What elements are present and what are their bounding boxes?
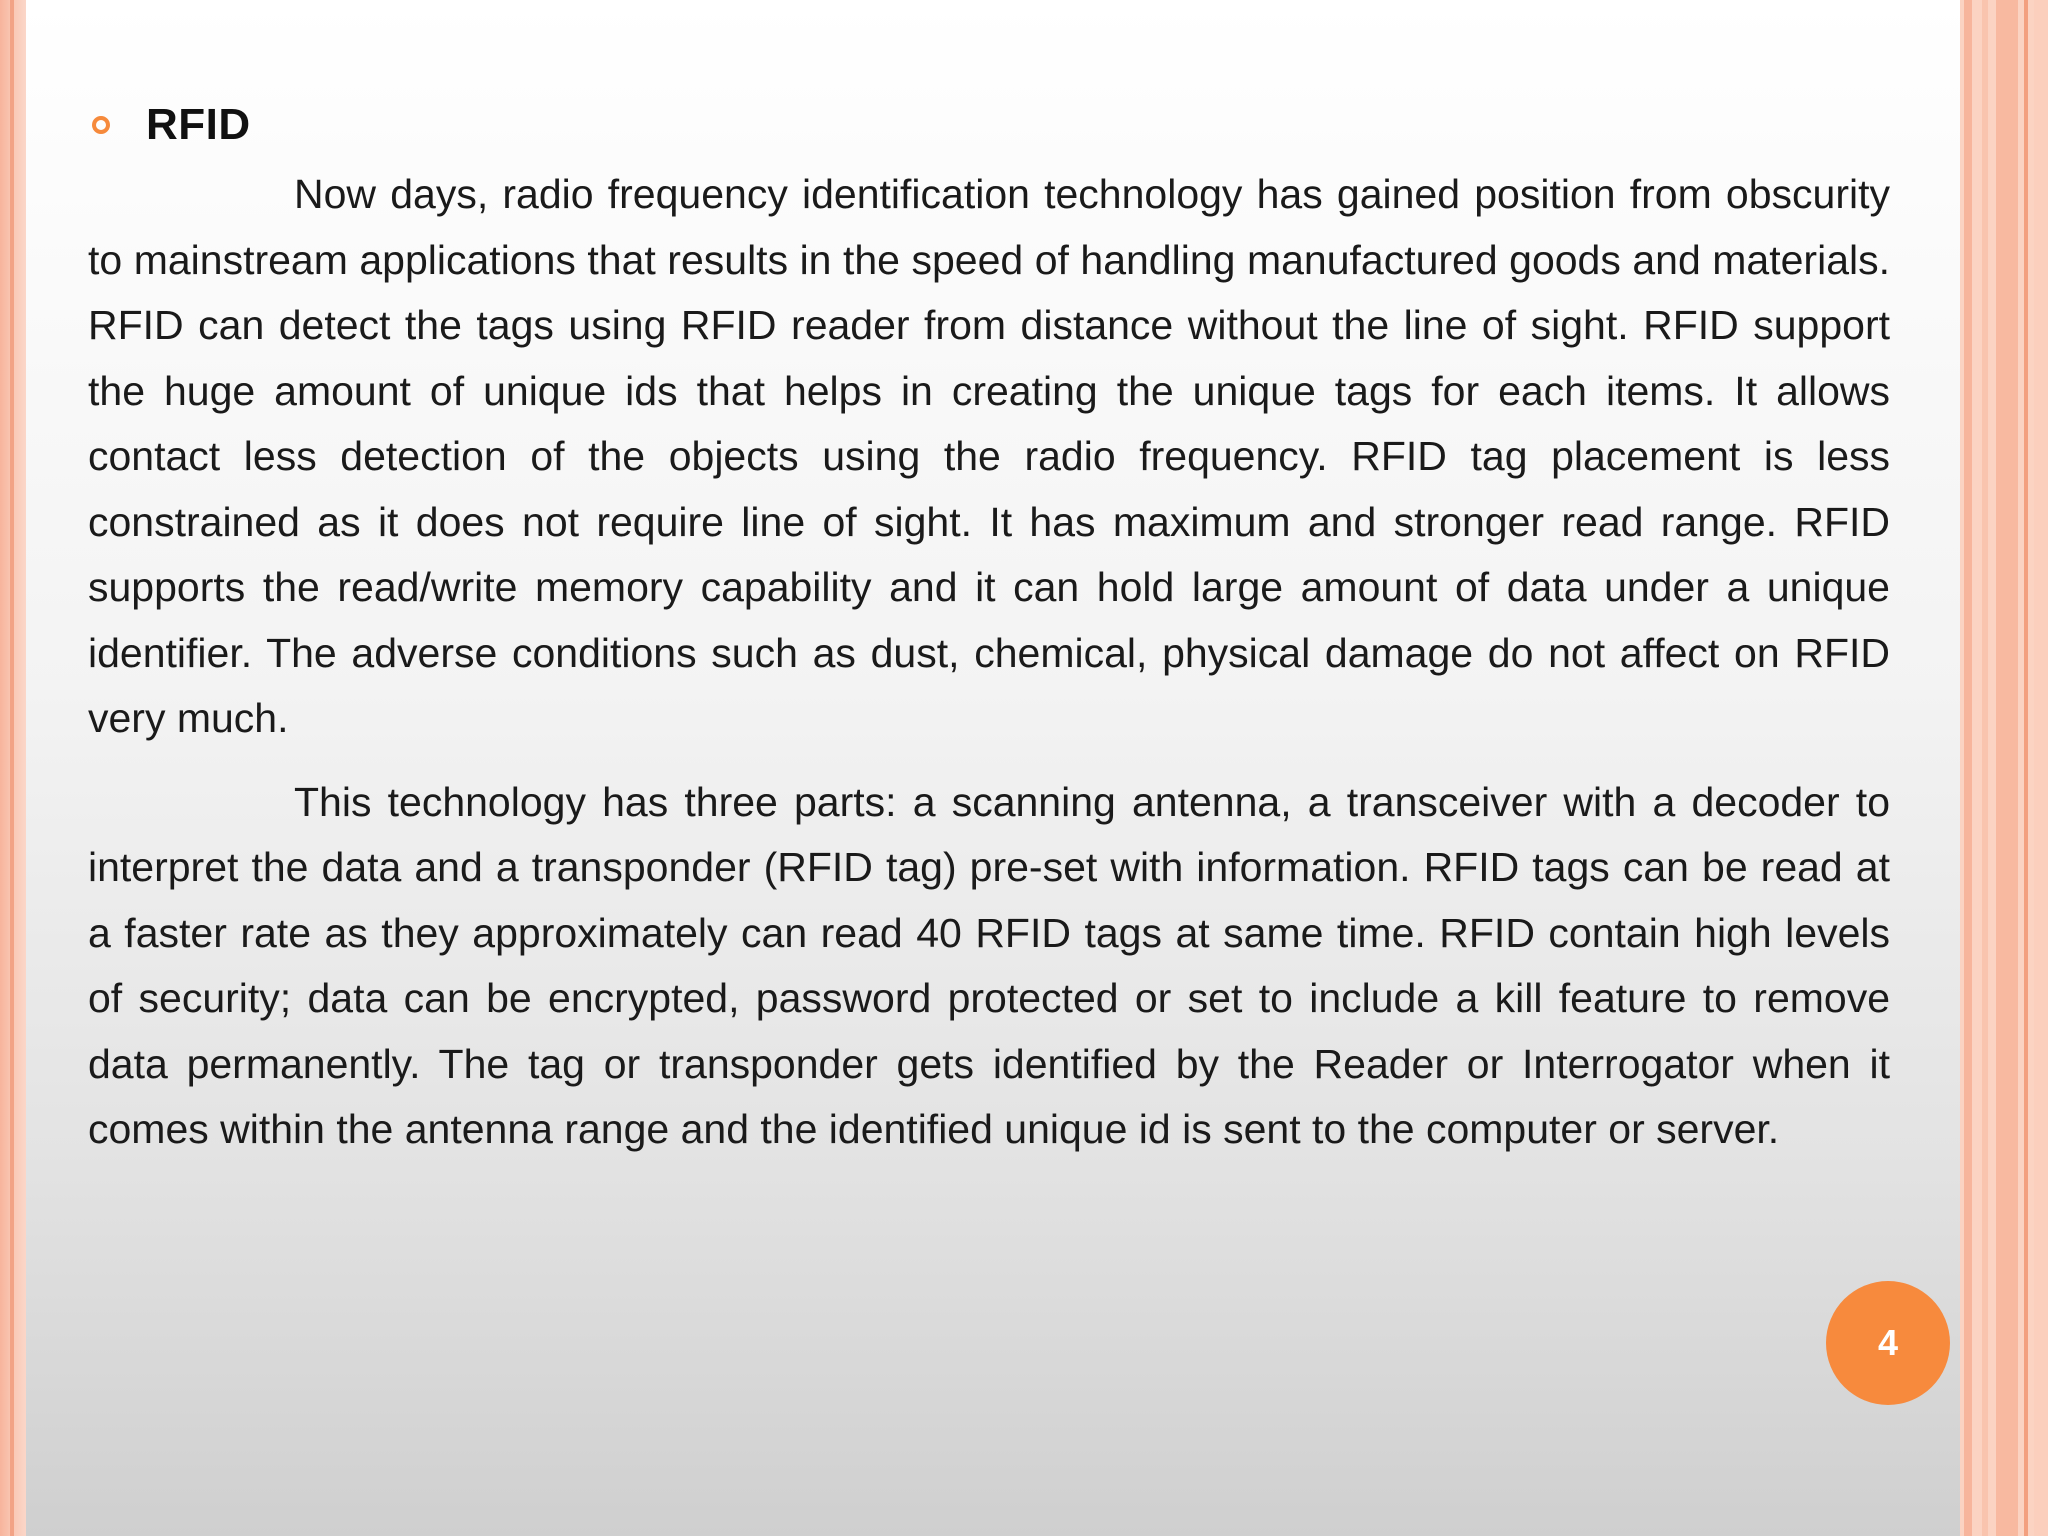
slide-content: [88, 92, 1890, 1163]
page-number: 4: [1877, 1322, 1899, 1363]
paragraph-rfid-overview: Now days, radio frequency identification technology has gained position from obscurity to mainstream applications that results in the speed of handling manufactured goods and materials. RFID can detect the tags using RFID reader from distance without the line of sight. RFID support the huge amount of unique ids that helps in creating the unique tags for each items. It allows contact less detection of the objects using the radio frequency. RFID tag placement is less constrained as it does not require line of sight. It has maximum and stronger read range. RFID supports the read/write memory capability and it can hold large amount of data under a unique identifier. The adverse conditions such as dust, chemical, physical damage do not affect on RFID very much.: [88, 171, 1890, 741]
left-decorative-border: [0, 0, 26, 1536]
right-decorative-stripe: [1982, 0, 1988, 1536]
heading-row: [88, 92, 1890, 158]
right-decorative-stripe: [2024, 0, 2028, 1536]
slide-heading: RFID: [146, 100, 251, 149]
right-decorative-stripe: [1964, 0, 1972, 1536]
hollow-circle-bullet-icon: [92, 116, 110, 134]
right-decorative-stripe: [2034, 0, 2048, 1536]
page-number-badge: [1826, 1281, 1950, 1405]
paragraph-rfid-parts: This technology has three parts: a scanning antenna, a transceiver with a decoder to interpret the data and a transponder (RFID tag) pre-set with information. RFID tags can be read at a faster rate as they approximately can read 40 RFID tags at same time. RFID contain high levels of security; data can be encrypted, password protected or set to include a kill feature to remove data permanently. The tag or transponder gets identified by the Reader or Interrogator when it comes within the antenna range and the identified unique id is sent to the computer or server.: [88, 778, 1890, 1152]
right-decorative-stripe: [1996, 0, 2018, 1536]
